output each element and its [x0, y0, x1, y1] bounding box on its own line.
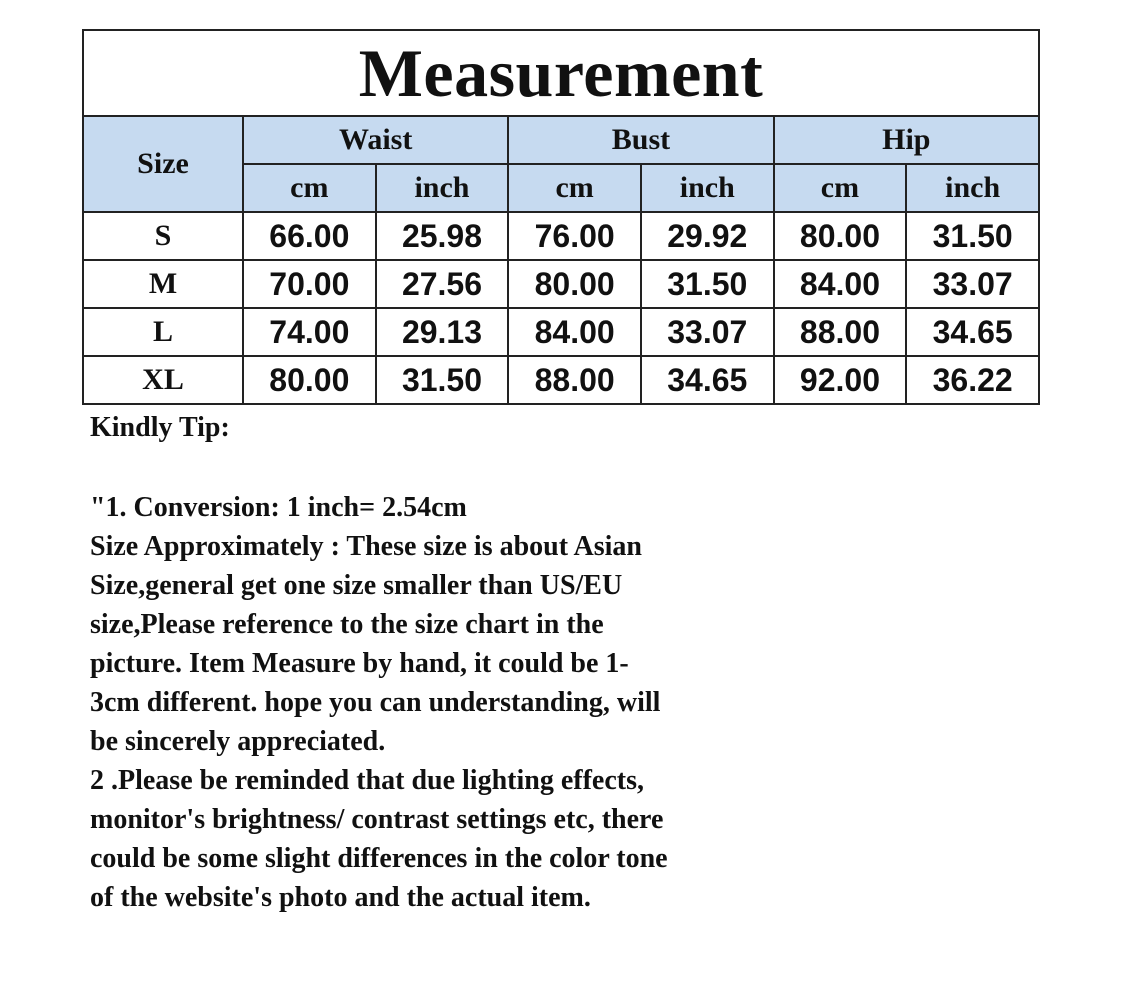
- table-row: [83, 260, 1039, 308]
- value-cell: 80.00: [508, 260, 641, 308]
- note-line: picture. Item Measure by hand, it could be 1-: [90, 648, 629, 679]
- note-line: 3cm different. hope you can understanding, will: [90, 687, 661, 718]
- note-line: size,Please reference to the size chart in the: [90, 609, 604, 640]
- value-cell: 36.22: [906, 356, 1039, 404]
- value-cell: 31.50: [906, 212, 1039, 260]
- unit-header: inch: [641, 164, 774, 212]
- value-cell: 29.92: [641, 212, 774, 260]
- unit-header: cm: [243, 164, 376, 212]
- note-line: 2 .Please be reminded that due lighting effects,: [90, 765, 644, 796]
- unit-header: cm: [508, 164, 641, 212]
- table-row: [83, 356, 1039, 404]
- waist-header: Waist: [243, 116, 508, 164]
- value-cell: 70.00: [243, 260, 376, 308]
- chart-title: Measurement: [83, 30, 1039, 116]
- size-cell: S: [83, 212, 243, 260]
- value-cell: 33.07: [906, 260, 1039, 308]
- notes-block: [90, 488, 810, 917]
- tip-title: Kindly Tip:: [90, 412, 230, 443]
- value-cell: 25.98: [376, 212, 509, 260]
- value-cell: 29.13: [376, 308, 509, 356]
- unit-header: cm: [774, 164, 907, 212]
- value-cell: 80.00: [243, 356, 376, 404]
- value-cell: 84.00: [508, 308, 641, 356]
- size-cell: M: [83, 260, 243, 308]
- table-row: [83, 308, 1039, 356]
- note-line: monitor's brightness/ contrast settings etc, there: [90, 804, 664, 835]
- hip-header: Hip: [774, 116, 1039, 164]
- value-cell: 88.00: [508, 356, 641, 404]
- value-cell: 31.50: [641, 260, 774, 308]
- value-cell: 92.00: [774, 356, 907, 404]
- table-row: [83, 212, 1039, 260]
- value-cell: 84.00: [774, 260, 907, 308]
- note-line: "1. Conversion: 1 inch= 2.54cm: [90, 492, 467, 523]
- note-line: Size,general get one size smaller than US/EU: [90, 570, 623, 601]
- note-line: be sincerely appreciated.: [90, 726, 386, 757]
- note-line: Size Approximately : These size is about Asian: [90, 531, 643, 562]
- value-cell: 80.00: [774, 212, 907, 260]
- unit-header: inch: [906, 164, 1039, 212]
- value-cell: 88.00: [774, 308, 907, 356]
- size-cell: XL: [83, 356, 243, 404]
- value-cell: 27.56: [376, 260, 509, 308]
- value-cell: 31.50: [376, 356, 509, 404]
- bust-header: Bust: [508, 116, 773, 164]
- size-header: Size: [83, 116, 243, 212]
- note-line: could be some slight differences in the color tone: [90, 843, 668, 874]
- value-cell: 34.65: [641, 356, 774, 404]
- value-cell: 76.00: [508, 212, 641, 260]
- note-line: of the website's photo and the actual item.: [90, 882, 591, 913]
- value-cell: 33.07: [641, 308, 774, 356]
- unit-header: inch: [376, 164, 509, 212]
- value-cell: 66.00: [243, 212, 376, 260]
- value-cell: 74.00: [243, 308, 376, 356]
- value-cell: 34.65: [906, 308, 1039, 356]
- size-chart-table: [82, 29, 1040, 405]
- size-cell: L: [83, 308, 243, 356]
